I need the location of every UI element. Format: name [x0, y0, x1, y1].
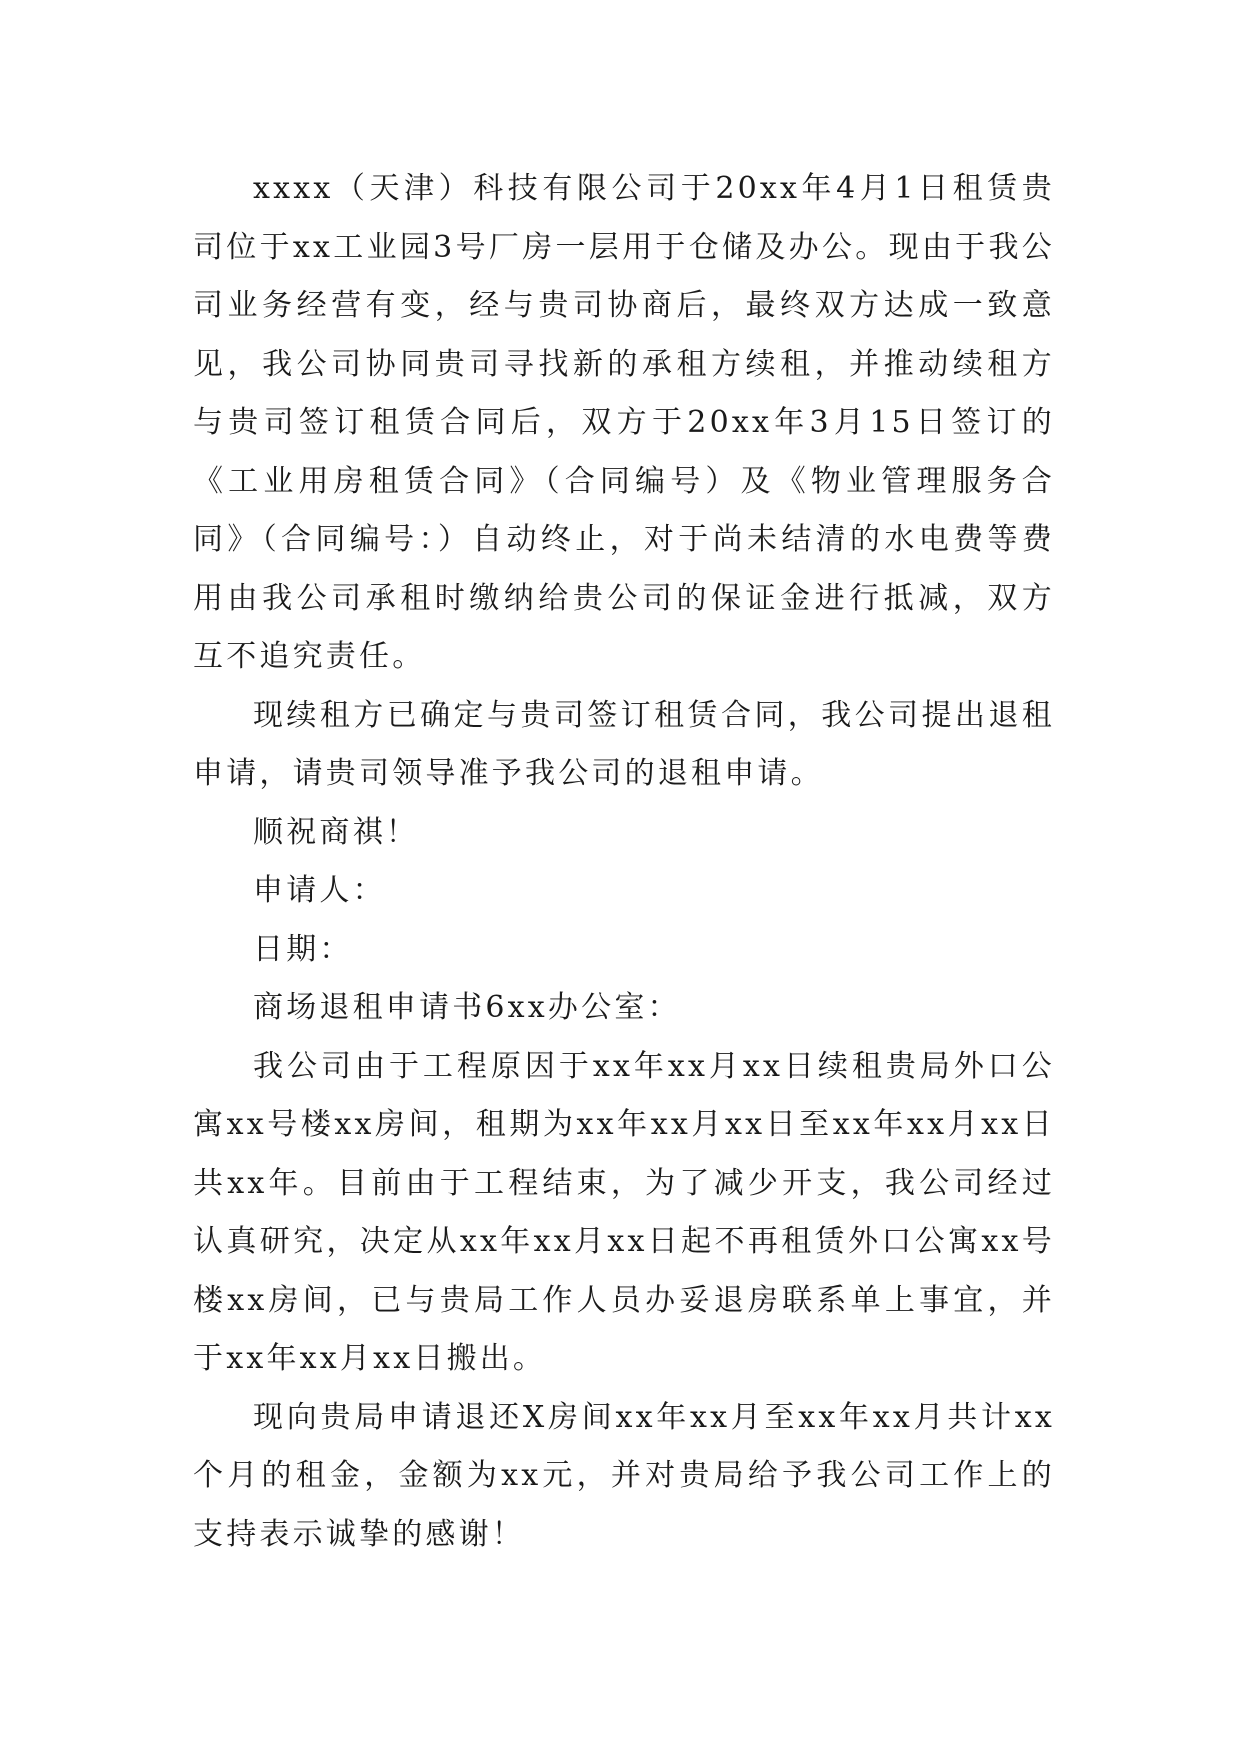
paragraph-move-out: 我公司由于工程原因于xx年xx月xx日续租贵局外口公寓xx号楼xx房间，租期为xx年xx月xx日至xx年xx月xx日共xx年。目前由于工程结束，为了减少开支，我公司经过认真研究，决定从xx年xx月xx日起不再租赁外口公寓xx号楼xx房间，已与贵局工作人员办妥退房联系单上事宜，并于xx年xx月xx日搬出。 [193, 1048, 1055, 1376]
document-page [193, 160, 1055, 1564]
applicant-label: 申请人： [253, 873, 386, 908]
paragraph-lease-termination: xxxx（天津）科技有限公司于20xx年4月1日租赁贵司位于xx工业园3号厂房一层用于仓储及办公。现由于我公司业务经营有变，经与贵司协商后，最终双方达成一致意见，我公司协同贵司寻找新的承租方续租，并推动续租方与贵司签订租赁合同后，双方于20xx年3月15日签订的《工业用房租赁合同》（合同编号）及《物业管理服务合同》（合同编号：）自动终止，对于尚未结清的水电费等费用由我公司承租时缴纳给贵公司的保证金进行抵减，双方互不追究责任。 [193, 171, 1055, 674]
closing-greeting: 顺祝商祺！ [253, 814, 419, 850]
paragraph-refund-request: 现向贵局申请退还X房间xx年xx月至xx年xx月共计xx个月的租金，金额为xx元，并对贵局给予我公司工作上的支持表示诚挚的感谢！ [193, 1399, 1055, 1552]
second-letter-title: 商场退租申请书6xx办公室： [253, 990, 681, 1025]
paragraph-application: 现续租方已确定与贵司签订租赁合同，我公司提出退租申请，请贵司领导准予我公司的退租申请。 [193, 697, 1055, 791]
date-label: 日期： [253, 931, 353, 967]
